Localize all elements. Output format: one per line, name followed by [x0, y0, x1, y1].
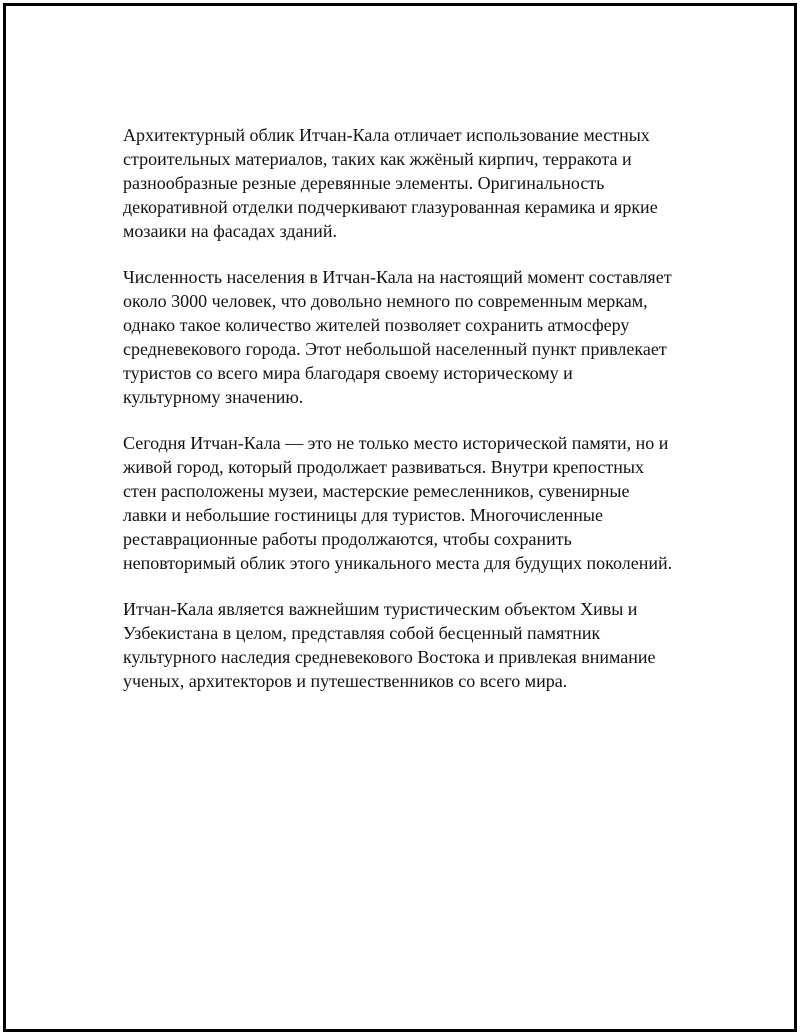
text-line: живой город, который продолжает развиваться. Внутри крепостных [123, 457, 645, 477]
paragraph-today [123, 431, 703, 575]
text-line: средневекового города. Этот небольшой населенный пункт привлекает [123, 339, 667, 359]
text-line: лавки и небольшие гостиницы для туристов. Многочисленные [123, 505, 603, 525]
document-body [123, 123, 703, 715]
text-line: разнообразные резные деревянные элементы. Оригинальность [123, 173, 605, 193]
text-line: стен расположены музеи, мастерские ремесленников, сувенирные [123, 481, 630, 501]
text-line: неповторимый облик этого уникального места для будущих поколений. [123, 553, 673, 573]
text-line: около 3000 человек, что довольно немного по современным меркам, [123, 291, 648, 311]
paragraph-population [123, 265, 703, 409]
page-border [3, 3, 797, 1032]
text-line: ученых, архитекторов и путешественников со всего мира. [123, 671, 568, 691]
text-line: реставрационные работы продолжаются, чтобы сохранить [123, 529, 572, 549]
text-line: Итчан-Кала является важнейшим туристическим объектом Хивы и [123, 599, 638, 619]
text-line: туристов со всего мира благодаря своему историческому и [123, 363, 573, 383]
text-line: строительных материалов, таких как жжёный кирпич, терракота и [123, 149, 632, 169]
text-line: Сегодня Итчан-Кала — это не только место исторической памяти, но и [123, 433, 669, 453]
text-line: Численность населения в Итчан-Кала на настоящий момент составляет [123, 267, 672, 287]
paragraph-significance [123, 597, 703, 693]
text-line: однако такое количество жителей позволяет сохранить атмосферу [123, 315, 630, 335]
text-line: мозаики на фасадах зданий. [123, 221, 337, 241]
text-line: Архитектурный облик Итчан-Кала отличает использование местных [123, 125, 650, 145]
text-line: культурному значению. [123, 387, 304, 407]
text-line: декоративной отделки подчеркивают глазурованная керамика и яркие [123, 197, 658, 217]
text-line: Узбекистана в целом, представляя собой бесценный памятник [123, 623, 601, 643]
text-line: культурного наследия средневекового Востока и привлекая внимание [123, 647, 656, 667]
paragraph-architecture [123, 123, 703, 243]
